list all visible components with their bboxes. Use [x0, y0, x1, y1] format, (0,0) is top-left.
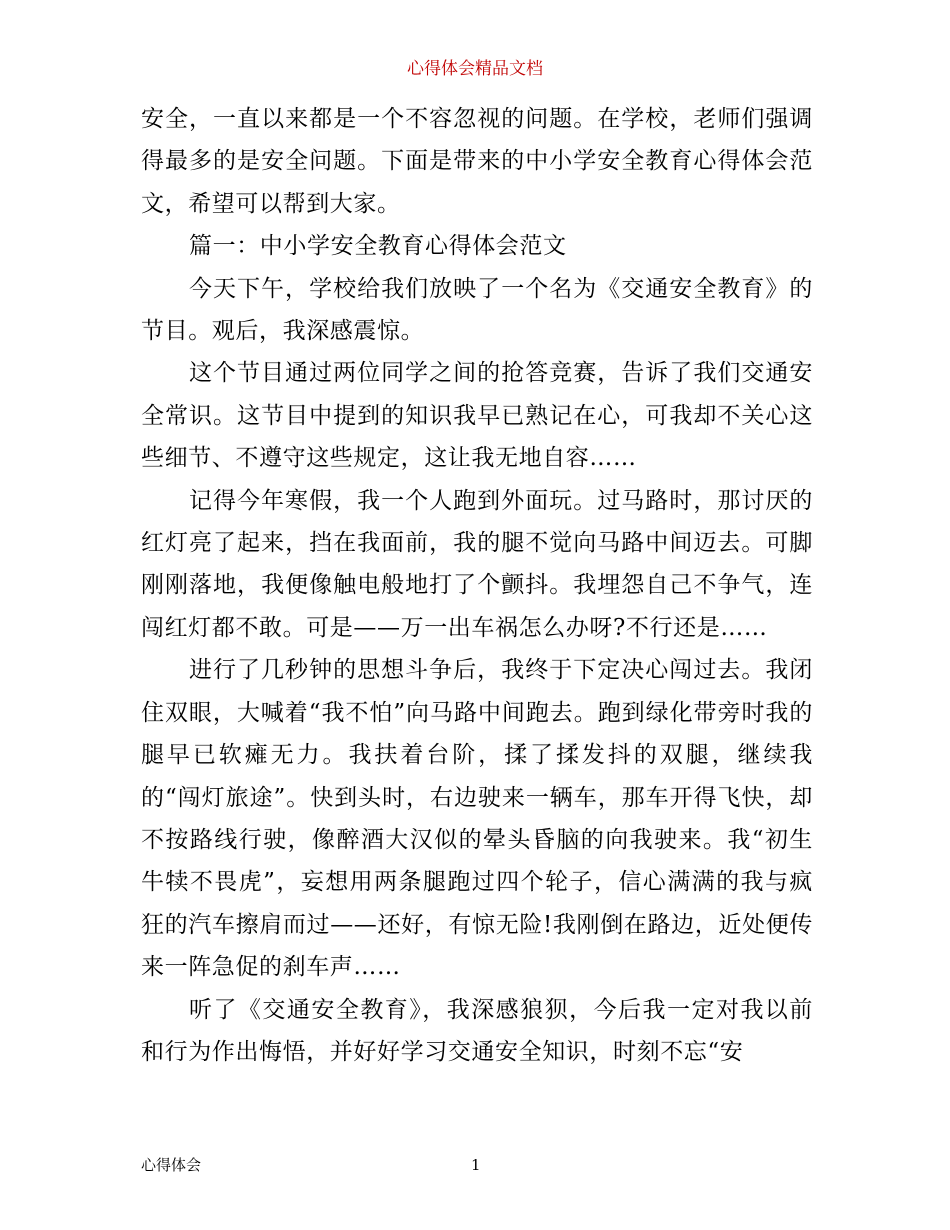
paragraph: 记得今年寒假，我一个人跑到外面玩。过马路时，那讨厌的红灯亮了起来，挡在我面前，我的腿不觉向马路中间迈去。可脚刚刚落地，我便像触电般地打了个颤抖。我埋怨自己不争气，连闯红灯都不敢。可是——万一出车祸怎么办呀?不行还是……	[141, 487, 813, 641]
footer-label: 心得体会	[141, 1156, 202, 1174]
document-body	[141, 98, 813, 1073]
paragraph: 这个节目通过两位同学之间的抢答竞赛，告诉了我们交通安全常识。这节目中提到的知识我早已熟记在心，可我却不关心这些细节、不遵守这些规定，这让我无地自容……	[141, 360, 813, 472]
page-number: 1	[471, 1156, 481, 1174]
page-footer	[141, 1154, 813, 1176]
paragraph: 进行了几秒钟的思想斗争后，我终于下定决心闯过去。我闭住双眼，大喊着“我不怕”向马路中间跑去。跑到绿化带旁时我的腿早已软瘫无力。我扶着台阶，揉了揉发抖的双腿，继续我的“闯灯旅途”。快到头时，右边驶来一辆车，那车开得飞快，却不按路线行驶，像醉酒大汉似的晕头昏脑的向我驶来。我“初生牛犊不畏虎”，妄想用两条腿跑过四个轮子，信心满满的我与疯狂的汽车擦肩而过——还好，有惊无险!我刚倒在路边，近处便传来一阵急促的刹车声……	[141, 657, 813, 981]
section-heading: 篇一：中小学安全教育心得体会范文	[189, 233, 567, 260]
paragraph: 听了《交通安全教育》，我深感狼狈，今后我一定对我以前和行为作出悔悟，并好好学习交通安全知识，时刻不忘“安	[141, 996, 813, 1065]
paragraph: 今天下午，学校给我们放映了一个名为《交通安全教育》的节目。观后，我深感震惊。	[141, 275, 813, 345]
page-header: 心得体会精品文档	[407, 59, 543, 79]
paragraph-intro: 安全，一直以来都是一个不容忽视的问题。在学校，老师们强调得最多的是安全问题。下面是带来的中小学安全教育心得体会范文，希望可以帮到大家。	[141, 106, 813, 217]
